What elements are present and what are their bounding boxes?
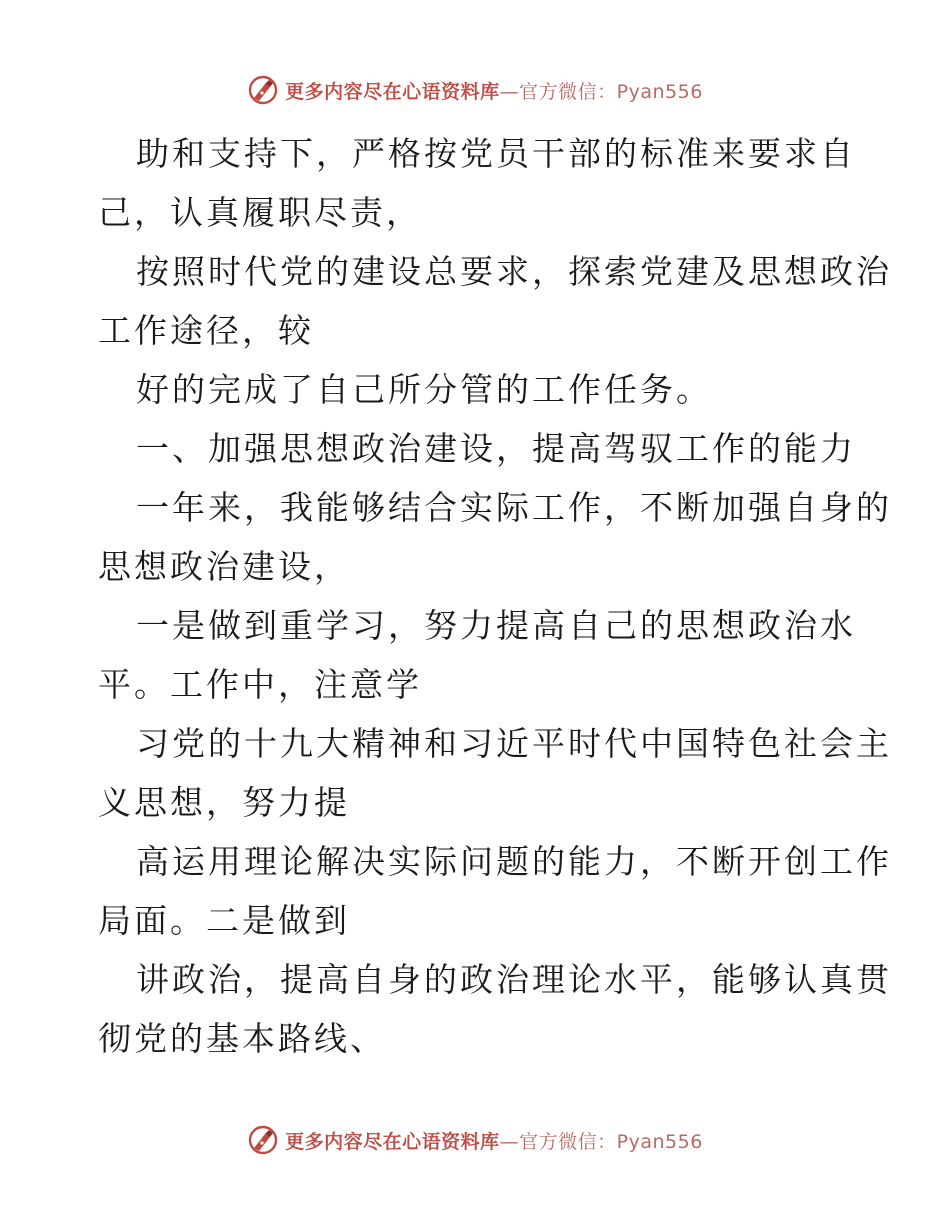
text-line: 一年来，我能够结合实际工作，不断加强自身的	[136, 488, 892, 527]
text-line: 思想政治建设，	[98, 547, 350, 586]
text-line: 助和支持下，严格按党员干部的标准来要求自	[136, 134, 856, 173]
text-line: 好的完成了自己所分管的工作任务。	[136, 370, 712, 409]
footer-wechat-text: —官方微信：Pyan556	[499, 1130, 703, 1153]
pen-nib-logo-icon	[247, 74, 279, 106]
section-heading: 一、加强思想政治建设，提高驾驭工作的能力	[136, 429, 856, 468]
text-line: 彻党的基本路线、	[98, 1019, 386, 1058]
text-line: 工作途径，较	[98, 311, 314, 350]
text-line: 讲政治，提高自身的政治理论水平，能够认真贯	[136, 960, 892, 999]
text-line: 义思想，努力提	[98, 783, 350, 822]
text-line: 平。工作中，注意学	[98, 665, 422, 704]
text-line: 高运用理论解决实际问题的能力，不断开创工作	[136, 842, 892, 881]
pen-nib-logo-icon	[247, 1124, 279, 1156]
text-line: 一是做到重学习，努力提高自己的思想政治水	[136, 606, 856, 645]
header-banner	[0, 70, 950, 110]
body-text	[98, 124, 892, 1068]
header-wechat-text: —官方微信：Pyan556	[499, 80, 703, 103]
header-brand-text: 更多内容尽在心语资料库	[285, 80, 500, 103]
footer-banner	[0, 1120, 950, 1160]
text-line: 习党的十九大精神和习近平时代中国特色社会主	[136, 724, 892, 763]
footer-brand-text: 更多内容尽在心语资料库	[285, 1130, 500, 1153]
text-line: 己，认真履职尽责，	[98, 193, 422, 232]
text-line: 局面。二是做到	[98, 901, 350, 940]
text-line: 按照时代党的建设总要求，探索党建及思想政治	[136, 252, 892, 291]
